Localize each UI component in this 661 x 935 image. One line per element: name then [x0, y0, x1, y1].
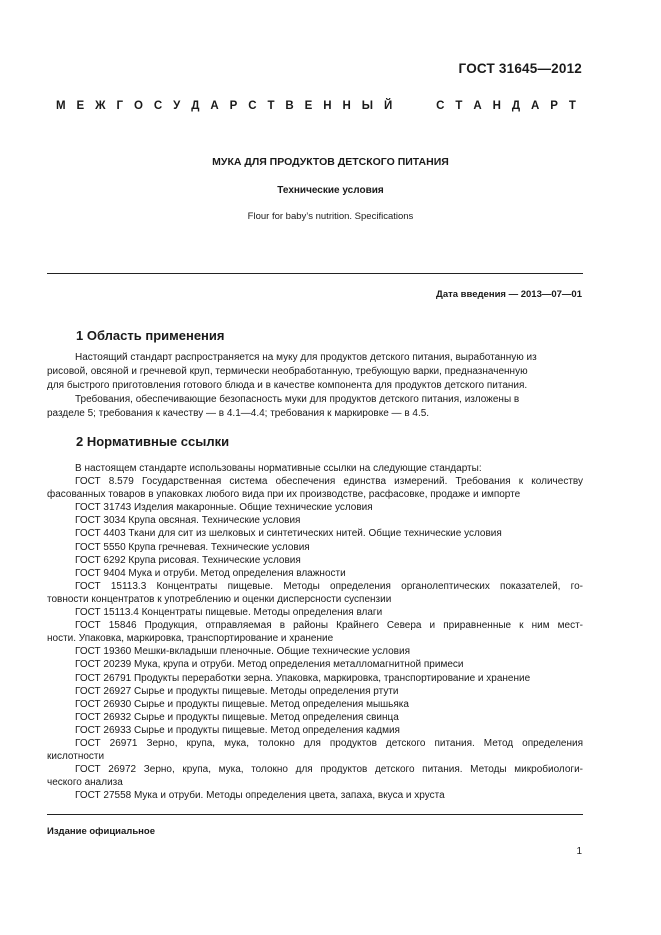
reference-line: ГОСТ 26932 Сырье и продукты пищевые. Метод определения свинца [75, 711, 399, 723]
paragraph-line: Требования, обеспечивающие безопасность муки для продуктов детского питания, изложены в [75, 394, 520, 405]
paragraph-line: для быстрого приготовления готового блюда и в качестве компонента для продуктов детского питания. [47, 379, 528, 391]
heading-letter: Н [323, 100, 332, 112]
reference-line: фасованных товаров в упаковках любого вида при их производстве, расфасовке, продаже и импорте [47, 489, 521, 501]
reference-line: ГОСТ 9404 Мука и отруби. Метод определения влажности [75, 567, 346, 579]
heading-letter: С [436, 100, 445, 112]
heading-letter: А [210, 100, 219, 112]
heading-letter: Т [568, 100, 576, 112]
standard-number: ГОСТ 31645—2012 [458, 61, 582, 76]
heading-letter: Н [492, 100, 501, 112]
reference-line: кислотности [47, 751, 105, 763]
header-rule [47, 273, 583, 274]
footer-rule [47, 814, 583, 815]
section-2-heading: 2 Нормативные ссылки [76, 434, 230, 449]
normative-references-list [47, 462, 583, 802]
document-title: МУКА ДЛЯ ПРОДУКТОВ ДЕТСКОГО ПИТАНИЯ [212, 156, 449, 168]
heading-letter: Д [511, 100, 521, 112]
reference-line: ГОСТ 26791 Продукты переработки зерна. Упаковка, маркировка, транспортирование и хранение [75, 672, 531, 684]
section-1-paragraph-2 [47, 393, 583, 421]
reference-line: ГОСТ 26971 Зерно, крупа, мука, толокно для продуктов детского питания. Метод определения [75, 737, 583, 749]
reference-line: ГОСТ 3034 Крупа овсяная. Технические условия [75, 515, 301, 527]
reference-line: ГОСТ 26972 Зерно, крупа, мука, толокно для продуктов детского питания. Методы микробиологи- [75, 764, 583, 776]
heading-letter: Р [550, 100, 558, 112]
document-title-english: Flour for baby’s nutrition. Specifications [247, 211, 414, 222]
reference-line: ГОСТ 6292 Крупа рисовая. Технические условия [75, 554, 301, 566]
heading-letter: А [530, 100, 540, 112]
reference-line: ГОСТ 26930 Сырье и продукты пищевые. Метод определения мышьяка [75, 698, 409, 710]
heading-letter: В [285, 100, 294, 112]
standard-kind-heading [56, 100, 576, 112]
heading-letter: Г [116, 100, 124, 112]
reference-line: товности концентратов к употреблению и оценки дисперсности суспензии [47, 593, 392, 605]
reference-line: ГОСТ 26927 Сырье и продукты пищевые. Методы определения ртути [75, 685, 399, 697]
reference-line: ГОСТ 4403 Ткани для сит из шелковых и синтетических нитей. Общие технические условия [75, 528, 502, 540]
heading-letter: М [56, 100, 66, 112]
reference-line: ГОСТ 31743 Изделия макаронные. Общие технические условия [75, 502, 373, 514]
word-gap [403, 100, 425, 112]
page-number: 1 [576, 846, 582, 857]
heading-letter: Н [342, 100, 351, 112]
heading-letter: Ы [361, 100, 374, 112]
reference-line: ности. Упаковка, маркировка, транспортирование и хранение [47, 633, 334, 645]
introduction-date: Дата введения — 2013—07—01 [436, 289, 582, 300]
heading-letter: У [173, 100, 181, 112]
reference-line: ГОСТ 15113.4 Концентраты пищевые. Методы определения влаги [75, 607, 383, 619]
heading-letter: Д [191, 100, 200, 112]
section-1-heading: 1 Область применения [76, 328, 225, 343]
heading-letter: Е [76, 100, 85, 112]
reference-line: ГОСТ 15113.3 Концентраты пищевые. Методы определения органолептических показателей, го- [75, 580, 583, 592]
official-edition-label: Издание официальное [47, 826, 155, 837]
paragraph-line: рисовой, овсяной и гречневой круп, термически необработанную, требующую варки, предназначенную [47, 365, 528, 377]
reference-line: ГОСТ 27558 Мука и отруби. Методы определения цвета, запаха, вкуса и хруста [75, 790, 445, 802]
reference-line: ГОСТ 20239 Мука, крупа и отруби. Метод определения металломагнитной примеси [75, 659, 464, 671]
reference-line: ческого анализа [47, 777, 123, 789]
reference-line: ГОСТ 5550 Крупа гречневая. Технические условия [75, 541, 310, 553]
heading-letter: Й [383, 100, 393, 112]
references-intro: В настоящем стандарте использованы нормативные ссылки на следующие стандарты: [75, 463, 482, 474]
document-subtitle: Технические условия [277, 185, 384, 196]
heading-letter: Т [267, 100, 275, 112]
heading-letter: О [133, 100, 143, 112]
reference-line: ГОСТ 8.579 Государственная система обеспечения единства измерений. Требования к количеству [75, 476, 583, 488]
heading-letter: Т [455, 100, 463, 112]
heading-letter: Р [229, 100, 238, 112]
reference-line: ГОСТ 26933 Сырье и продукты пищевые. Метод определения кадмия [75, 724, 400, 736]
heading-letter: С [153, 100, 163, 112]
heading-letter: А [473, 100, 482, 112]
reference-line: ГОСТ 19360 Мешки-вкладыши пленочные. Общие технические условия [75, 646, 410, 658]
heading-letter: Е [304, 100, 313, 112]
reference-line: ГОСТ 15846 Продукция, отправляемая в районы Крайнего Севера и приравненные к ним мест- [75, 620, 583, 632]
heading-letter: Ж [95, 100, 106, 112]
paragraph-line: Настоящий стандарт распространяется на муку для продуктов детского питания, выработанную из [75, 352, 537, 363]
section-1-paragraph-1 [47, 351, 583, 392]
paragraph-line: разделе 5; требования к качеству — в 4.1—4.4; требования к маркировке — в 4.5. [47, 407, 430, 419]
heading-letter: С [248, 100, 257, 112]
